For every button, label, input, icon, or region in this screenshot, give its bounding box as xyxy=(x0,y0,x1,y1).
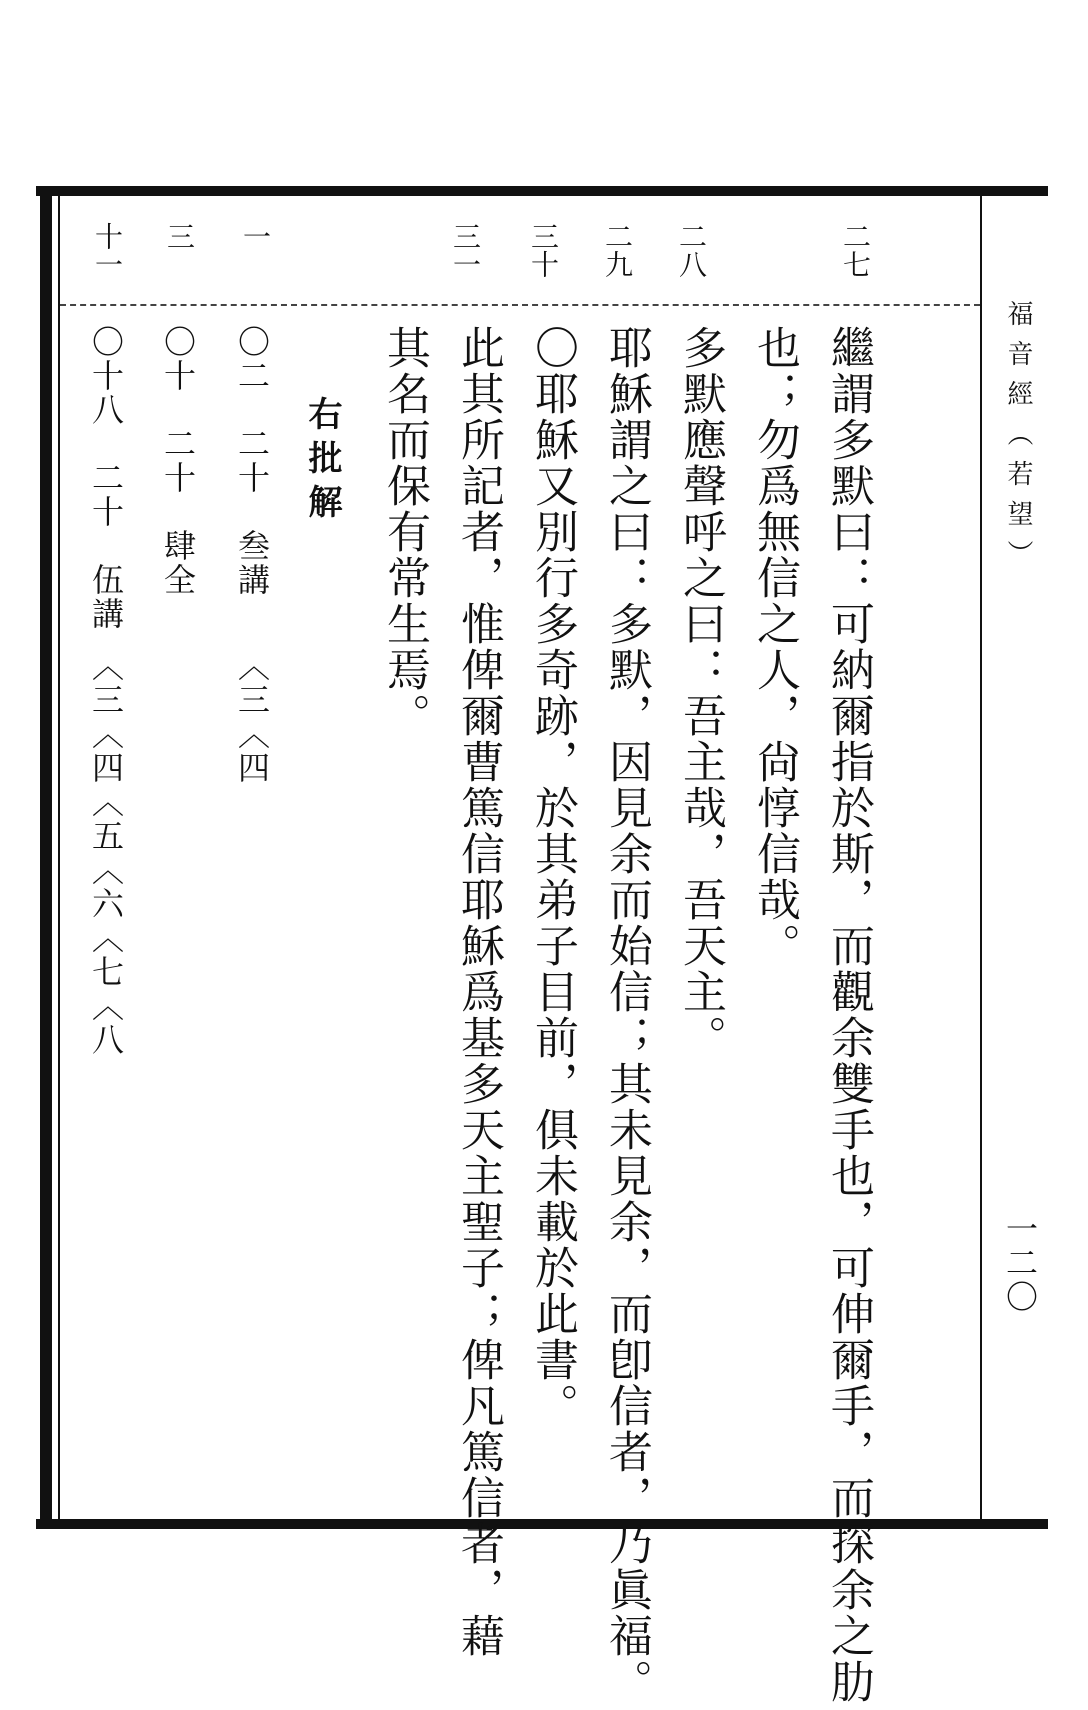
frame-left-inner-rule xyxy=(58,196,60,1519)
annotation-row: 〇十八 二十 伍講 〈三〈四〈五〈六〈七〈八 xyxy=(87,325,125,1057)
frame-bottom-border xyxy=(36,1519,1048,1529)
annotation-row: 〇十 二十 肆全 xyxy=(159,325,197,597)
note-number: 一 xyxy=(239,222,272,250)
frame-left-border xyxy=(40,186,52,1529)
verse-number-divider xyxy=(60,304,980,307)
text-column: 也；勿爲無信之人，尙惇信哉。 xyxy=(749,325,800,969)
text-column: 〇耶穌又別行多奇跡，於其弟子目前，俱未載於此書。 xyxy=(527,325,578,1429)
text-column: 繼謂多默曰：可納爾指於斯，而觀余雙手也，可伸爾手，而探余之肋 xyxy=(823,325,874,1705)
annotation-title: 右批解 xyxy=(302,396,342,528)
verse-number: 二七 xyxy=(839,222,872,278)
text-column: 此其所記者，惟俾爾曹篤信耶穌爲基多天主聖子；俾凡篤信者，藉 xyxy=(453,325,504,1659)
text-column: 多默應聲呼之曰：吾主哉，吾天主。 xyxy=(675,325,726,1061)
verse-number: 二八 xyxy=(675,222,708,278)
text-column: 其名而保有常生焉。 xyxy=(379,325,430,739)
text-column: 耶穌謂之曰：多默，因見余而始信；其未見余，而卽信者，乃眞福。 xyxy=(601,325,652,1705)
running-title: 福音經（若望） xyxy=(1003,300,1033,580)
annotation-row: 〇二 二十 叁講 〈三〈四 xyxy=(233,325,271,785)
verse-number: 二九 xyxy=(601,222,634,278)
page-number: 一二〇 xyxy=(1001,1212,1039,1314)
verse-number: 三十 xyxy=(527,222,560,278)
frame-top-border xyxy=(36,186,1048,196)
note-number: 三 xyxy=(163,222,196,250)
note-number: 十一 xyxy=(91,222,124,278)
frame-right-rule xyxy=(980,196,982,1519)
verse-number: 三一 xyxy=(449,222,482,278)
